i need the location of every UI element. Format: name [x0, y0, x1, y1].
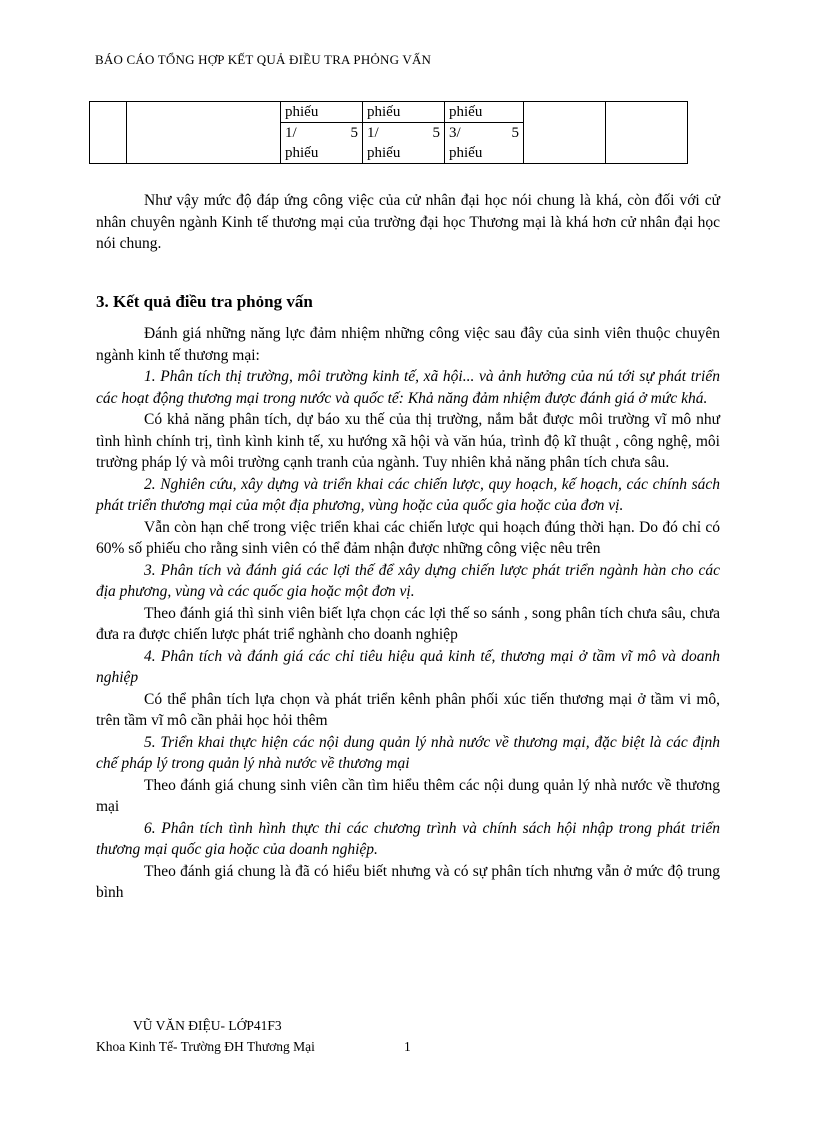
- table-cell: phiếu: [445, 102, 524, 123]
- footer-author: VŨ VĂN ĐIỆU- LỚP41F3: [133, 1018, 282, 1033]
- criterion-item: 3. Phân tích và đánh giá các lợi thế để xây dựng chiến lược phát triển ngành hàn cho các địa phương, vùng và các quốc gia hoặc một đơn vị.: [96, 561, 720, 600]
- body-paragraph: Vẫn còn hạn chế trong việc triển khai các chiến lược qui hoạch đúng thời hạn. Do đó chỉ có 60% số phiếu cho rằng sinh viên có thể đảm nhận được những công việc nêu trên: [96, 518, 720, 557]
- criterion-item: 4. Phân tích và đánh giá các chỉ tiêu hiệu quả kinh tế, thương mại ở tầm vĩ mô và doanh nghiệp: [96, 647, 720, 686]
- table-cell: phiếu: [281, 102, 363, 123]
- table-cell: [281, 123, 363, 164]
- table-row: [90, 102, 688, 123]
- criterion-item: 5. Triển khai thực hiện các nội dung quản lý nhà nước về thương mại, đặc biệt là các định chế pháp lý trong quản lý nhà nước về thương mại: [96, 733, 720, 772]
- table-cell: [606, 102, 688, 164]
- criterion-item: 2. Nghiên cứu, xây dựng và triển khai các chiến lược, quy hoạch, kế hoạch, các chính sách phát triển thương mại của một địa phương, vùng hoặc của quốc gia hoặc của đơn vị.: [96, 475, 720, 514]
- table-cell: [524, 102, 606, 164]
- footer-faculty: Khoa Kinh Tế- Trường ĐH Thương Mại: [96, 1039, 315, 1054]
- table-cell: [127, 102, 281, 164]
- section-heading: 3. Kết quả điều tra phỏng vấn: [96, 292, 313, 311]
- survey-table: [89, 101, 688, 164]
- page-number: 1: [404, 1039, 411, 1054]
- body-paragraph: Đánh giá những năng lực đảm nhiệm những công việc sau đây của sinh viên thuộc chuyên ngành kinh tế thương mại:: [96, 325, 720, 364]
- fraction-denominator: 5: [511, 125, 519, 141]
- section-body: [96, 323, 720, 904]
- table-cell: phiếu: [363, 102, 445, 123]
- fraction-denominator: 5: [350, 125, 358, 141]
- intro-section: [96, 190, 720, 255]
- body-paragraph: Theo đánh giá thì sinh viên biết lựa chọn các lợi thế so sánh , song phân tích chưa sâu, chưa đưa ra được chiến lược phát triể nghành cho doanh nghiệp: [96, 604, 720, 643]
- table-cell: [90, 102, 127, 164]
- fraction-unit: phiếu: [449, 145, 483, 161]
- criterion-item: 1. Phân tích thị trường, môi trường kinh tế, xã hội... và ảnh hưởng của nú tới sự phát triển các hoạt động thương mại trong nước và quốc tế: Khả năng đảm nhiệm được đánh giá ở mức khá.: [96, 368, 720, 407]
- fraction-numerator: 1/: [367, 125, 379, 141]
- body-paragraph: Có thể phân tích lựa chọn và phát triển kênh phân phối xúc tiến thương mại ở tầm vi mô, trên tầm vĩ mô cần phải học hỏi thêm: [96, 690, 720, 729]
- fraction-unit: phiếu: [285, 145, 319, 161]
- page-header: BÁO CÁO TỔNG HỢP KẾT QUẢ ĐIỀU TRA PHỎNG VẤN: [95, 52, 432, 67]
- criterion-item: 6. Phân tích tình hình thực thi các chương trình và chính sách hội nhập trong phát triển thương mại quốc gia hoặc của doanh nghiệp.: [96, 819, 720, 858]
- fraction-numerator: 3/: [449, 125, 461, 141]
- body-paragraph: Có khả năng phân tích, dự báo xu thế của thị trường, nắm bắt được môi trường vĩ mô như tình hình chính trị, tình kình kinh tế, xu hướng xã hội và văn húa, trình độ kĩ thuật , công nghệ, môi trường pháp lý và môi trường cạnh tranh của ngành. Tuy nhiên khả năng phân tích chưa sâu.: [96, 411, 720, 471]
- table-cell: [445, 123, 524, 164]
- body-paragraph: Theo đánh giá chung sinh viên cần tìm hiểu thêm các nội dung quản lý nhà nước về thương mại: [96, 776, 720, 815]
- table-cell: [363, 123, 445, 164]
- fraction-numerator: 1/: [285, 125, 297, 141]
- fraction-unit: phiếu: [367, 145, 401, 161]
- body-paragraph: Theo đánh giá chung là đã có hiểu biết nhưng và có sự phân tích nhưng vẫn ở mức độ trung bình: [96, 862, 720, 901]
- fraction-denominator: 5: [432, 125, 440, 141]
- intro-paragraph: Như vậy mức độ đáp ứng công việc của cử nhân đại học nói chung là khá, còn đối với cử nhân chuyên ngành Kinh tế thương mại của trường đại học Thương mại là khá hơn cử nhân đại học nói chung.: [96, 192, 720, 252]
